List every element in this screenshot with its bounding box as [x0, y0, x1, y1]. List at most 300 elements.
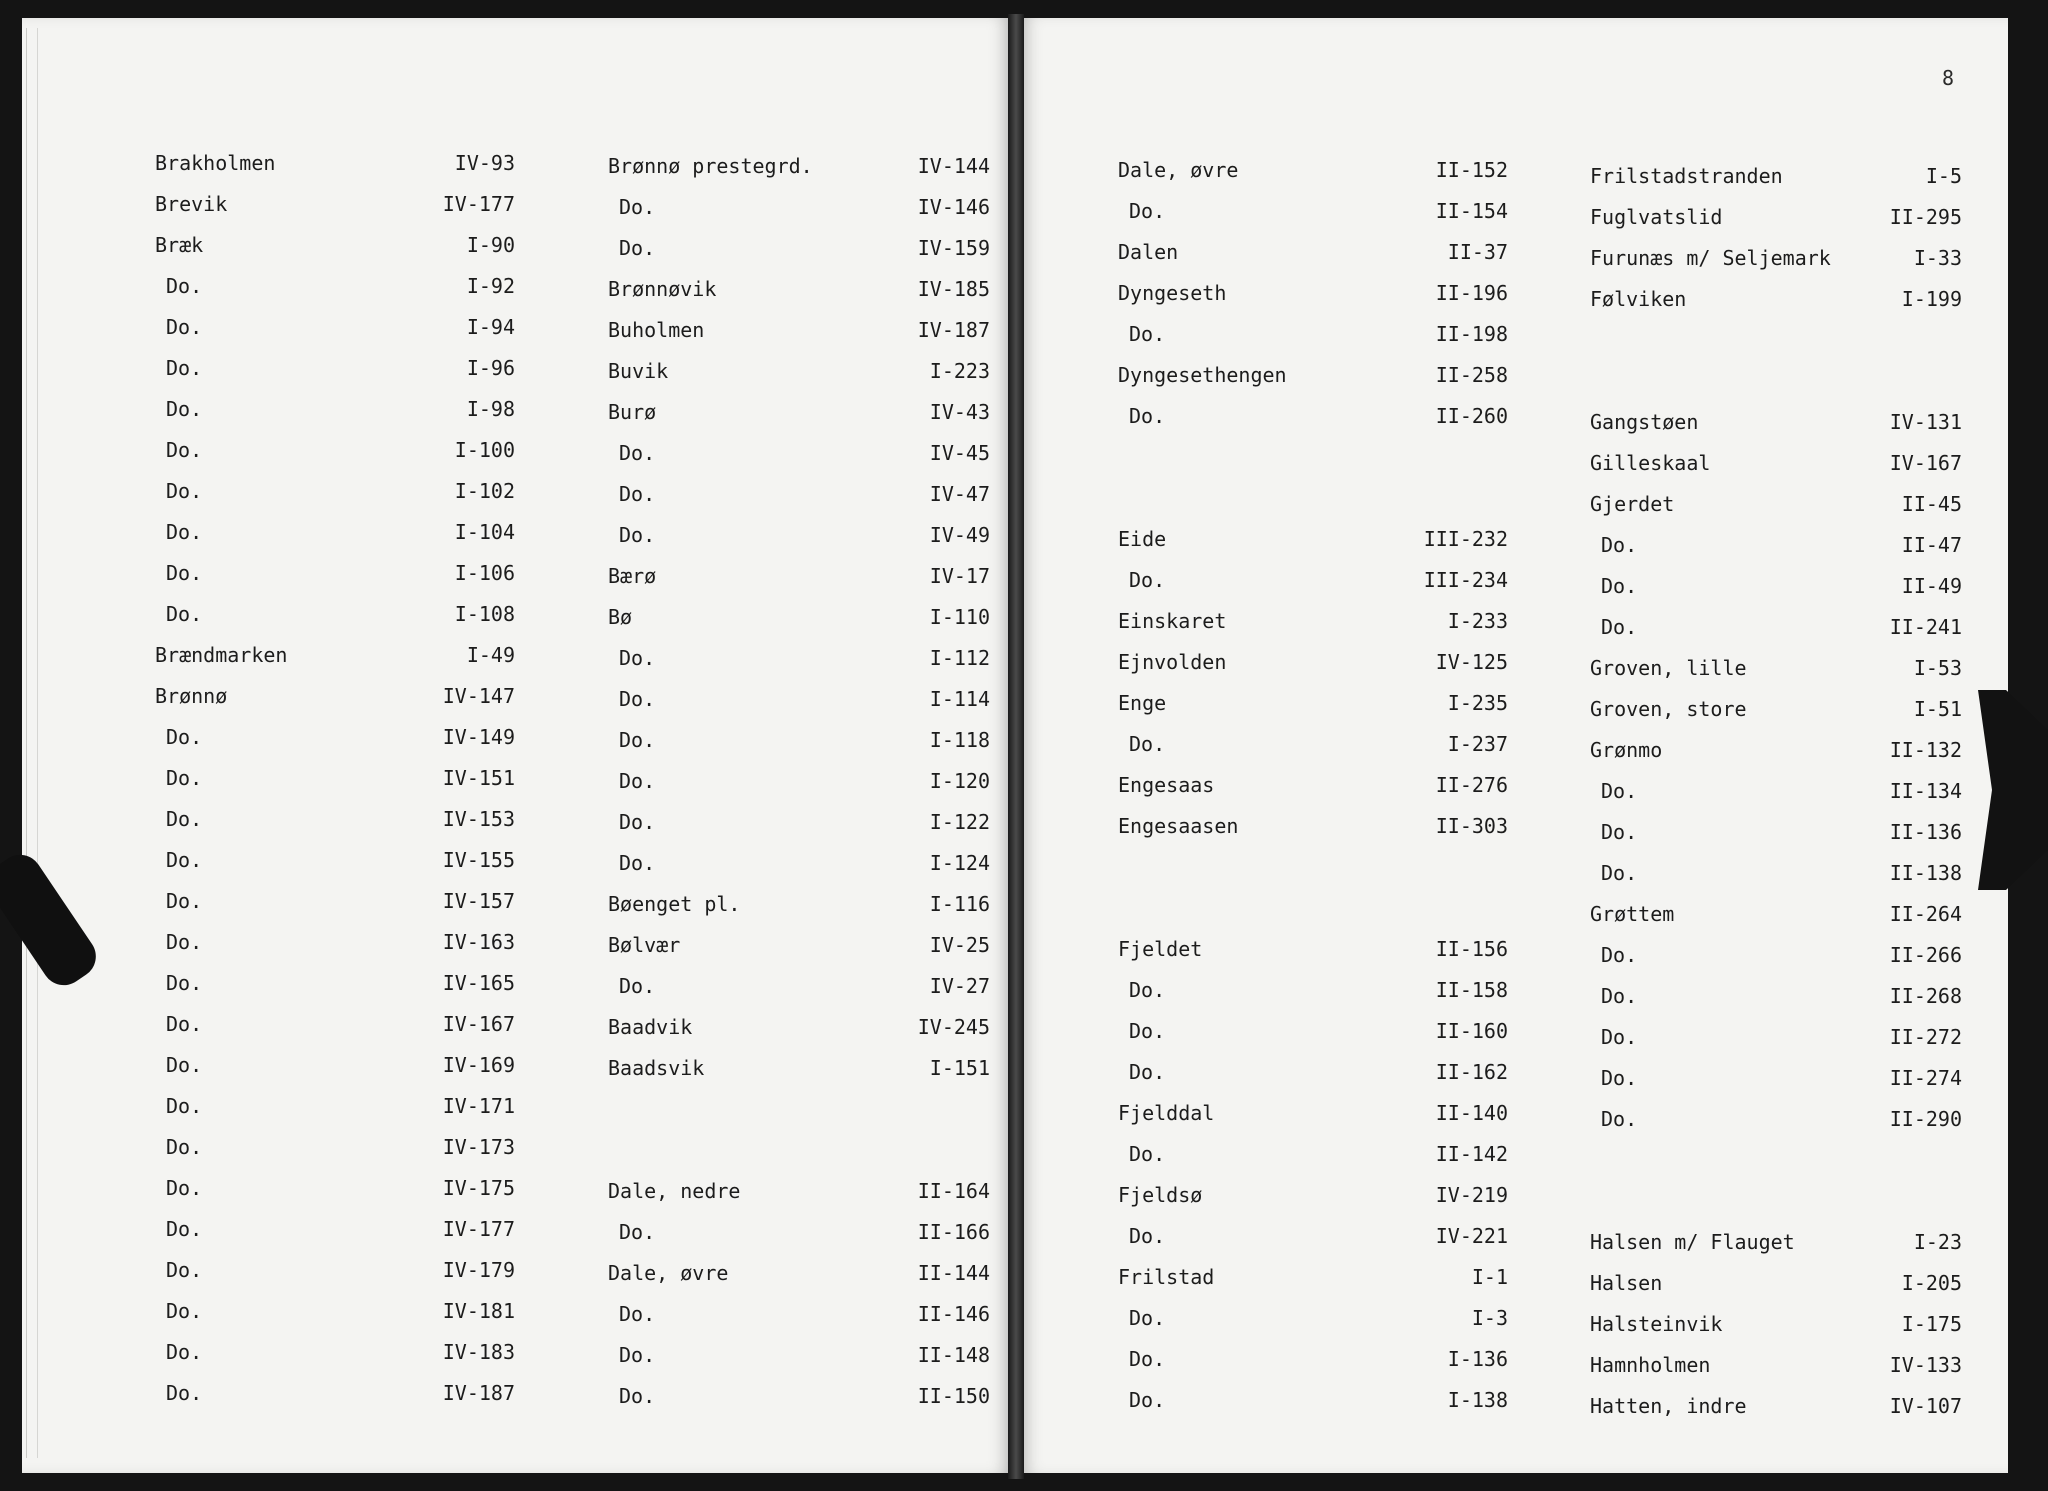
entry-name: Do. — [1601, 820, 1638, 844]
index-entry — [155, 1168, 515, 1209]
entry-name: Enge — [1118, 691, 1167, 715]
entry-name: Dyngeseth — [1118, 281, 1227, 305]
index-entry — [155, 963, 515, 1004]
entry-name: Do. — [1129, 404, 1166, 428]
index-entry — [155, 881, 515, 922]
entry-name: Fuglvatslid — [1590, 205, 1723, 229]
entry-ref: IV-181 — [442, 1299, 515, 1323]
index-entry — [155, 184, 515, 225]
entry-name: Bø — [608, 605, 633, 629]
entry-ref: II-37 — [1447, 240, 1508, 264]
entry-ref: IV-153 — [442, 807, 515, 831]
index-entry — [155, 1250, 515, 1291]
index-entry — [1590, 1345, 1962, 1386]
entry-ref: IV-47 — [929, 482, 990, 506]
index-entry — [1590, 525, 1962, 566]
entry-ref: I-235 — [1447, 691, 1508, 715]
entry-ref: I-118 — [929, 728, 990, 752]
entry-name: Do. — [1129, 1019, 1166, 1043]
entry-name: Do. — [1129, 978, 1166, 1002]
entry-name: Dale, øvre — [1118, 158, 1239, 182]
entry-ref: II-260 — [1435, 404, 1508, 428]
index-entry — [1118, 232, 1508, 273]
entry-name: Do. — [1129, 1224, 1166, 1248]
entry-ref: IV-179 — [442, 1258, 515, 1282]
index-entry — [608, 1171, 990, 1212]
entry-ref: II-134 — [1889, 779, 1962, 803]
index-entry — [1590, 566, 1962, 607]
entry-name: Do. — [1129, 1306, 1166, 1330]
entry-ref: II-268 — [1889, 984, 1962, 1008]
index-entry — [155, 266, 515, 307]
entry-ref: I-114 — [929, 687, 990, 711]
entry-name: Do. — [166, 725, 203, 749]
index-entry — [1590, 853, 1962, 894]
entry-ref: IV-155 — [442, 848, 515, 872]
entry-ref: I-3 — [1471, 1306, 1508, 1330]
index-entry — [155, 1209, 515, 1250]
index-column-3 — [1118, 150, 1508, 1421]
entry-name: Halsteinvik — [1590, 1312, 1723, 1336]
entry-name: Hamnholmen — [1590, 1353, 1711, 1377]
entry-ref: IV-171 — [442, 1094, 515, 1118]
entry-ref: IV-25 — [929, 933, 990, 957]
entry-name: Do. — [1129, 1347, 1166, 1371]
entry-ref: II-150 — [917, 1384, 990, 1408]
entry-name: Do. — [166, 971, 203, 995]
page-number: 8 — [1942, 66, 1955, 90]
index-entry — [1590, 320, 1962, 361]
entry-name: Engesaas — [1118, 773, 1215, 797]
entry-ref: II-290 — [1889, 1107, 1962, 1131]
index-entry — [1118, 273, 1508, 314]
entry-ref: I-102 — [454, 479, 515, 503]
entry-name: Bræk — [155, 233, 204, 257]
entry-ref: IV-125 — [1435, 650, 1508, 674]
index-entry — [1118, 724, 1508, 765]
entry-name: Do. — [166, 479, 203, 503]
index-entry — [608, 1048, 990, 1089]
index-entry — [1118, 355, 1508, 396]
index-entry — [1590, 402, 1962, 443]
index-column-1 — [155, 143, 515, 1414]
entry-ref: II-49 — [1901, 574, 1962, 598]
entry-ref: IV-151 — [442, 766, 515, 790]
entry-ref: II-276 — [1435, 773, 1508, 797]
index-entry — [155, 758, 515, 799]
entry-name: Gangstøen — [1590, 410, 1699, 434]
entry-name: Einskaret — [1118, 609, 1227, 633]
entry-name: Burø — [608, 400, 657, 424]
entry-name: Dale, nedre — [608, 1179, 741, 1203]
index-entry — [155, 922, 515, 963]
entry-ref: II-146 — [917, 1302, 990, 1326]
index-column-2 — [608, 146, 990, 1417]
entry-name: Bølvær — [608, 933, 681, 957]
entry-ref: IV-93 — [454, 151, 515, 175]
index-entry — [608, 761, 990, 802]
entry-ref: I-122 — [929, 810, 990, 834]
entry-name: Brændmarken — [155, 643, 288, 667]
entry-ref: IV-163 — [442, 930, 515, 954]
entry-name: Do. — [166, 561, 203, 585]
index-entry — [155, 307, 515, 348]
entry-ref: II-160 — [1435, 1019, 1508, 1043]
index-entry — [1118, 601, 1508, 642]
entry-ref: IV-45 — [929, 441, 990, 465]
index-entry — [1118, 1052, 1508, 1093]
index-entry — [1590, 648, 1962, 689]
index-entry — [155, 1291, 515, 1332]
index-entry — [155, 225, 515, 266]
entry-name: Do. — [1601, 574, 1638, 598]
entry-ref: I-116 — [929, 892, 990, 916]
entry-ref: II-264 — [1889, 902, 1962, 926]
entry-name: Do. — [619, 769, 656, 793]
entry-ref: II-154 — [1435, 199, 1508, 223]
entry-ref: I-94 — [466, 315, 515, 339]
index-entry — [608, 269, 990, 310]
entry-name: Do. — [1129, 1060, 1166, 1084]
entry-ref: IV-146 — [917, 195, 990, 219]
entry-name: Buholmen — [608, 318, 705, 342]
entry-ref: IV-187 — [442, 1381, 515, 1405]
entry-name: Do. — [619, 523, 656, 547]
entry-name: Furunæs m/ Seljemark — [1590, 246, 1831, 270]
entry-ref: IV-49 — [929, 523, 990, 547]
entry-name: Frilstad — [1118, 1265, 1215, 1289]
entry-ref: I-98 — [466, 397, 515, 421]
entry-ref: II-166 — [917, 1220, 990, 1244]
index-entry — [1118, 396, 1508, 437]
entry-ref: I-33 — [1913, 246, 1962, 270]
entry-ref: I-223 — [929, 359, 990, 383]
index-entry — [1118, 314, 1508, 355]
entry-ref: IV-185 — [917, 277, 990, 301]
index-column-4 — [1590, 156, 1962, 1427]
book-gutter — [1008, 14, 1024, 1479]
index-entry — [1590, 156, 1962, 197]
entry-ref: II-138 — [1889, 861, 1962, 885]
entry-name: Do. — [166, 315, 203, 339]
entry-name: Halsen m/ Flauget — [1590, 1230, 1795, 1254]
index-entry — [608, 720, 990, 761]
entry-name: Do. — [619, 687, 656, 711]
entry-ref: I-112 — [929, 646, 990, 670]
entry-name: Do. — [1129, 568, 1166, 592]
entry-name: Halsen — [1590, 1271, 1663, 1295]
entry-name: Do. — [166, 520, 203, 544]
entry-ref: IV-149 — [442, 725, 515, 749]
entry-ref: I-49 — [466, 643, 515, 667]
entry-name: Grønmo — [1590, 738, 1663, 762]
entry-ref: IV-165 — [442, 971, 515, 995]
entry-name: Bøenget pl. — [608, 892, 741, 916]
entry-name: Do. — [1129, 322, 1166, 346]
index-entry — [1590, 361, 1962, 402]
entry-name: Do. — [166, 889, 203, 913]
entry-ref: II-266 — [1889, 943, 1962, 967]
entry-ref: II-272 — [1889, 1025, 1962, 1049]
entry-name: Do. — [166, 438, 203, 462]
entry-name: Groven, store — [1590, 697, 1747, 721]
index-entry — [155, 594, 515, 635]
entry-name: Gjerdet — [1590, 492, 1675, 516]
entry-ref: IV-173 — [442, 1135, 515, 1159]
index-entry — [1590, 1222, 1962, 1263]
entry-name: Do. — [166, 848, 203, 872]
entry-ref: II-136 — [1889, 820, 1962, 844]
entry-ref: I-104 — [454, 520, 515, 544]
entry-name: Do. — [1601, 1066, 1638, 1090]
entry-ref: IV-167 — [1889, 451, 1962, 475]
index-entry — [1590, 976, 1962, 1017]
entry-ref: IV-183 — [442, 1340, 515, 1364]
entry-name: Groven, lille — [1590, 656, 1747, 680]
entry-name: Fjelddal — [1118, 1101, 1215, 1125]
entry-ref: IV-133 — [1889, 1353, 1962, 1377]
index-entry — [155, 799, 515, 840]
entry-name: Do. — [1601, 779, 1638, 803]
index-entry — [155, 143, 515, 184]
index-entry — [155, 430, 515, 471]
entry-name: Do. — [619, 195, 656, 219]
entry-ref: II-45 — [1901, 492, 1962, 516]
index-entry — [1118, 929, 1508, 970]
entry-ref: I-110 — [929, 605, 990, 629]
entry-ref: IV-144 — [917, 154, 990, 178]
index-entry — [608, 1212, 990, 1253]
index-entry — [608, 556, 990, 597]
entry-name: Ejnvolden — [1118, 650, 1227, 674]
index-entry — [1590, 279, 1962, 320]
index-entry — [1118, 683, 1508, 724]
index-entry — [1590, 1386, 1962, 1427]
entry-ref: I-108 — [454, 602, 515, 626]
entry-ref: IV-219 — [1435, 1183, 1508, 1207]
entry-name: Do. — [166, 1012, 203, 1036]
entry-ref: IV-245 — [917, 1015, 990, 1039]
entry-name: Hatten, indre — [1590, 1394, 1747, 1418]
entry-ref: II-258 — [1435, 363, 1508, 387]
entry-ref: IV-221 — [1435, 1224, 1508, 1248]
entry-name: Do. — [166, 1094, 203, 1118]
index-entry — [1118, 1134, 1508, 1175]
entry-name: Fjeldsø — [1118, 1183, 1203, 1207]
entry-ref: I-120 — [929, 769, 990, 793]
entry-name: Do. — [619, 482, 656, 506]
index-entry — [155, 1086, 515, 1127]
index-entry — [1590, 1304, 1962, 1345]
index-entry — [608, 228, 990, 269]
entry-name: Baadvik — [608, 1015, 693, 1039]
entry-ref: II-198 — [1435, 322, 1508, 346]
entry-name: Brønnø prestegrd. — [608, 154, 813, 178]
entry-ref: I-96 — [466, 356, 515, 380]
entry-name: Do. — [1601, 533, 1638, 557]
index-entry — [1118, 519, 1508, 560]
index-entry — [155, 1127, 515, 1168]
index-entry — [155, 840, 515, 881]
entry-ref: IV-187 — [917, 318, 990, 342]
index-entry — [1590, 197, 1962, 238]
entry-name: Dyngesethengen — [1118, 363, 1287, 387]
index-entry — [155, 635, 515, 676]
entry-ref: II-241 — [1889, 615, 1962, 639]
index-entry — [1118, 478, 1508, 519]
entry-ref: I-124 — [929, 851, 990, 875]
index-entry — [608, 1089, 990, 1130]
entry-name: Do. — [1601, 1025, 1638, 1049]
index-entry — [1118, 1339, 1508, 1380]
entry-ref: IV-169 — [442, 1053, 515, 1077]
index-entry — [1118, 560, 1508, 601]
entry-name: Do. — [1129, 199, 1166, 223]
entry-name: Do. — [166, 1340, 203, 1364]
entry-ref: I-106 — [454, 561, 515, 585]
entry-ref: II-303 — [1435, 814, 1508, 838]
entry-name: Gilleskaal — [1590, 451, 1711, 475]
index-entry — [608, 802, 990, 843]
entry-ref: II-144 — [917, 1261, 990, 1285]
entry-ref: II-156 — [1435, 937, 1508, 961]
entry-ref: I-90 — [466, 233, 515, 257]
entry-ref: IV-175 — [442, 1176, 515, 1200]
entry-name: Do. — [1129, 1142, 1166, 1166]
entry-ref: II-152 — [1435, 158, 1508, 182]
index-entry — [608, 187, 990, 228]
index-entry — [1590, 1058, 1962, 1099]
entry-ref: I-151 — [929, 1056, 990, 1080]
index-entry — [1118, 765, 1508, 806]
entry-name: Do. — [166, 356, 203, 380]
entry-name: Baadsvik — [608, 1056, 705, 1080]
index-entry — [1118, 847, 1508, 888]
entry-ref: III-234 — [1423, 568, 1508, 592]
entry-name: Do. — [166, 602, 203, 626]
entry-name: Do. — [1601, 984, 1638, 1008]
entry-name: Dale, øvre — [608, 1261, 729, 1285]
entry-name: Do. — [166, 1217, 203, 1241]
entry-name: Do. — [166, 274, 203, 298]
entry-name: Grøttem — [1590, 902, 1675, 926]
entry-name: Frilstadstranden — [1590, 164, 1783, 188]
entry-ref: I-1 — [1471, 1265, 1508, 1289]
index-entry — [608, 515, 990, 556]
index-entry — [608, 884, 990, 925]
entry-name: Do. — [166, 766, 203, 790]
entry-name: Dalen — [1118, 240, 1179, 264]
entry-name: Følviken — [1590, 287, 1687, 311]
index-entry — [1590, 1099, 1962, 1140]
index-entry — [155, 348, 515, 389]
index-entry — [608, 392, 990, 433]
entry-ref: II-295 — [1889, 205, 1962, 229]
entry-ref: IV-131 — [1889, 410, 1962, 434]
entry-name: Do. — [1601, 615, 1638, 639]
index-entry — [608, 474, 990, 515]
entry-name: Do. — [1129, 1388, 1166, 1412]
entry-name: Engesaasen — [1118, 814, 1239, 838]
index-entry — [1118, 437, 1508, 478]
entry-name: Brevik — [155, 192, 228, 216]
entry-name: Do. — [619, 810, 656, 834]
entry-name: Do. — [1601, 1107, 1638, 1131]
entry-ref: I-138 — [1447, 1388, 1508, 1412]
entry-name: Do. — [166, 807, 203, 831]
index-entry — [1118, 970, 1508, 1011]
entry-ref: I-100 — [454, 438, 515, 462]
entry-name: Do. — [166, 1176, 203, 1200]
index-entry — [1590, 1263, 1962, 1304]
index-entry — [155, 1373, 515, 1414]
index-entry — [155, 553, 515, 594]
index-entry — [1118, 150, 1508, 191]
entry-ref: II-274 — [1889, 1066, 1962, 1090]
index-entry — [1118, 642, 1508, 683]
index-entry — [155, 1004, 515, 1045]
entry-ref: II-142 — [1435, 1142, 1508, 1166]
entry-ref: I-233 — [1447, 609, 1508, 633]
entry-name: Do. — [1601, 943, 1638, 967]
index-entry — [1590, 238, 1962, 279]
index-entry — [1118, 1298, 1508, 1339]
entry-ref: I-92 — [466, 274, 515, 298]
index-entry — [1590, 1017, 1962, 1058]
entry-name: Do. — [619, 851, 656, 875]
entry-name: Do. — [166, 930, 203, 954]
entry-ref: IV-167 — [442, 1012, 515, 1036]
index-entry — [1590, 443, 1962, 484]
entry-ref: I-175 — [1901, 1312, 1962, 1336]
entry-name: Do. — [1601, 861, 1638, 885]
index-entry — [608, 597, 990, 638]
index-entry — [608, 1335, 990, 1376]
index-entry — [155, 471, 515, 512]
index-entry — [1118, 1093, 1508, 1134]
entry-ref: IV-17 — [929, 564, 990, 588]
entry-ref: IV-177 — [442, 1217, 515, 1241]
entry-ref: IV-159 — [917, 236, 990, 260]
entry-name: Brakholmen — [155, 151, 276, 175]
index-entry — [1590, 771, 1962, 812]
index-entry — [1118, 1257, 1508, 1298]
index-entry — [608, 679, 990, 720]
entry-name: Buvik — [608, 359, 669, 383]
index-entry — [155, 676, 515, 717]
entry-ref: I-136 — [1447, 1347, 1508, 1371]
index-entry — [608, 146, 990, 187]
entry-name: Do. — [166, 1381, 203, 1405]
index-entry — [1590, 484, 1962, 525]
index-entry — [1118, 1175, 1508, 1216]
index-entry — [608, 1130, 990, 1171]
entry-name: Do. — [619, 441, 656, 465]
entry-name: Do. — [166, 397, 203, 421]
index-entry — [608, 1376, 990, 1417]
entry-ref: II-47 — [1901, 533, 1962, 557]
index-entry — [155, 717, 515, 758]
index-entry — [1118, 1011, 1508, 1052]
entry-ref: IV-147 — [442, 684, 515, 708]
entry-name: Do. — [619, 236, 656, 260]
index-entry — [1590, 935, 1962, 976]
entry-ref: II-132 — [1889, 738, 1962, 762]
entry-name: Do. — [619, 1343, 656, 1367]
index-entry — [608, 925, 990, 966]
index-entry — [608, 310, 990, 351]
entry-ref: II-196 — [1435, 281, 1508, 305]
